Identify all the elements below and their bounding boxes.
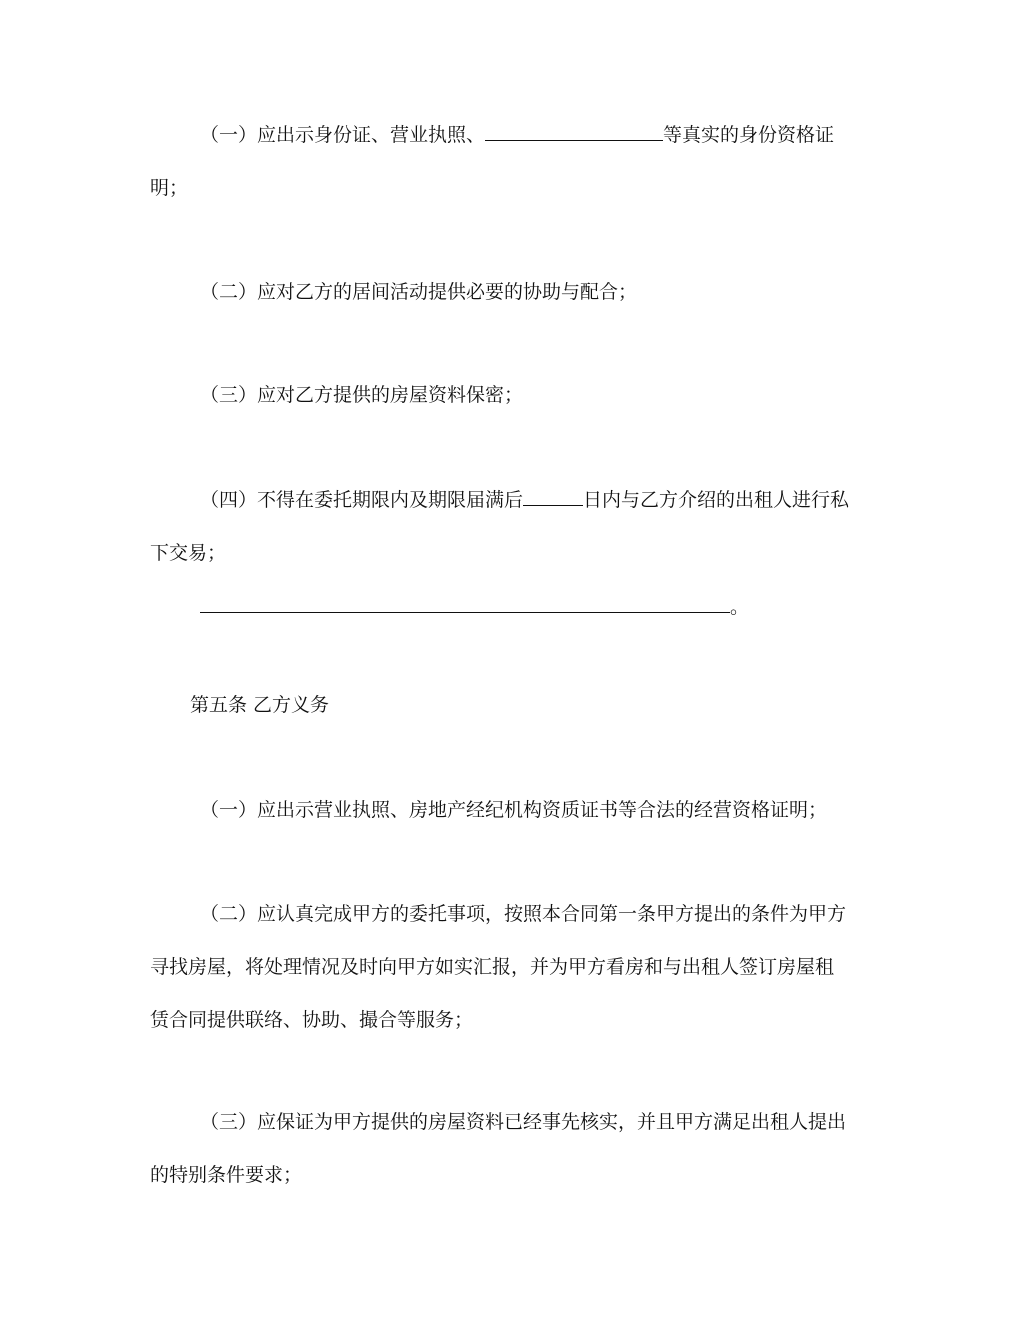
client-duty-1-line1 (200, 122, 834, 147)
agent-duty-2-line3: 赁合同提供联络、协助、撮合等服务； (150, 1009, 474, 1031)
client-duty-5-line (200, 594, 749, 619)
client-duty-4-suffix: 日内与乙方介绍的出租人进行私 (583, 489, 850, 511)
client-duty-1-line2: 明； (150, 177, 189, 199)
agent-duty-2-line2: 寻找房屋，将处理情况及时向甲方如实汇报，并为甲方看房和与出租人签订房屋租 (150, 956, 835, 978)
agent-duty-3-line1: （三）应保证为甲方提供的房屋资料已经事先核实，并且甲方满足出租人提出 (200, 1111, 847, 1133)
agent-duty-1: （一）应出示营业执照、房地产经纪机构资质证书等合法的经营资格证明； (200, 799, 828, 821)
agent-duty-2-line1: （二）应认真完成甲方的委托事项，按照本合同第一条甲方提出的条件为甲方 (200, 903, 847, 925)
fill-in-blank-other-duty[interactable] (200, 594, 730, 613)
client-duty-1-prefix: （一）应出示身份证、营业执照、 (200, 124, 486, 146)
client-duty-2: （二）应对乙方的居间活动提供必要的协助与配合； (200, 281, 638, 303)
client-duty-1-suffix: 等真实的身份资格证 (663, 124, 835, 146)
client-duty-4-line2: 下交易； (150, 542, 227, 564)
client-duty-5-period: 。 (730, 596, 750, 618)
fill-in-blank-days[interactable] (523, 487, 583, 506)
section-5-heading: 第五条 乙方义务 (190, 694, 330, 716)
client-duty-4-line1 (200, 487, 849, 512)
agent-duty-3-line2: 的特别条件要求； (150, 1164, 303, 1186)
client-duty-4-prefix: （四）不得在委托期限内及期限届满后 (200, 489, 524, 511)
fill-in-blank-id-documents[interactable] (485, 122, 663, 141)
client-duty-3: （三）应对乙方提供的房屋资料保密； (200, 384, 524, 406)
